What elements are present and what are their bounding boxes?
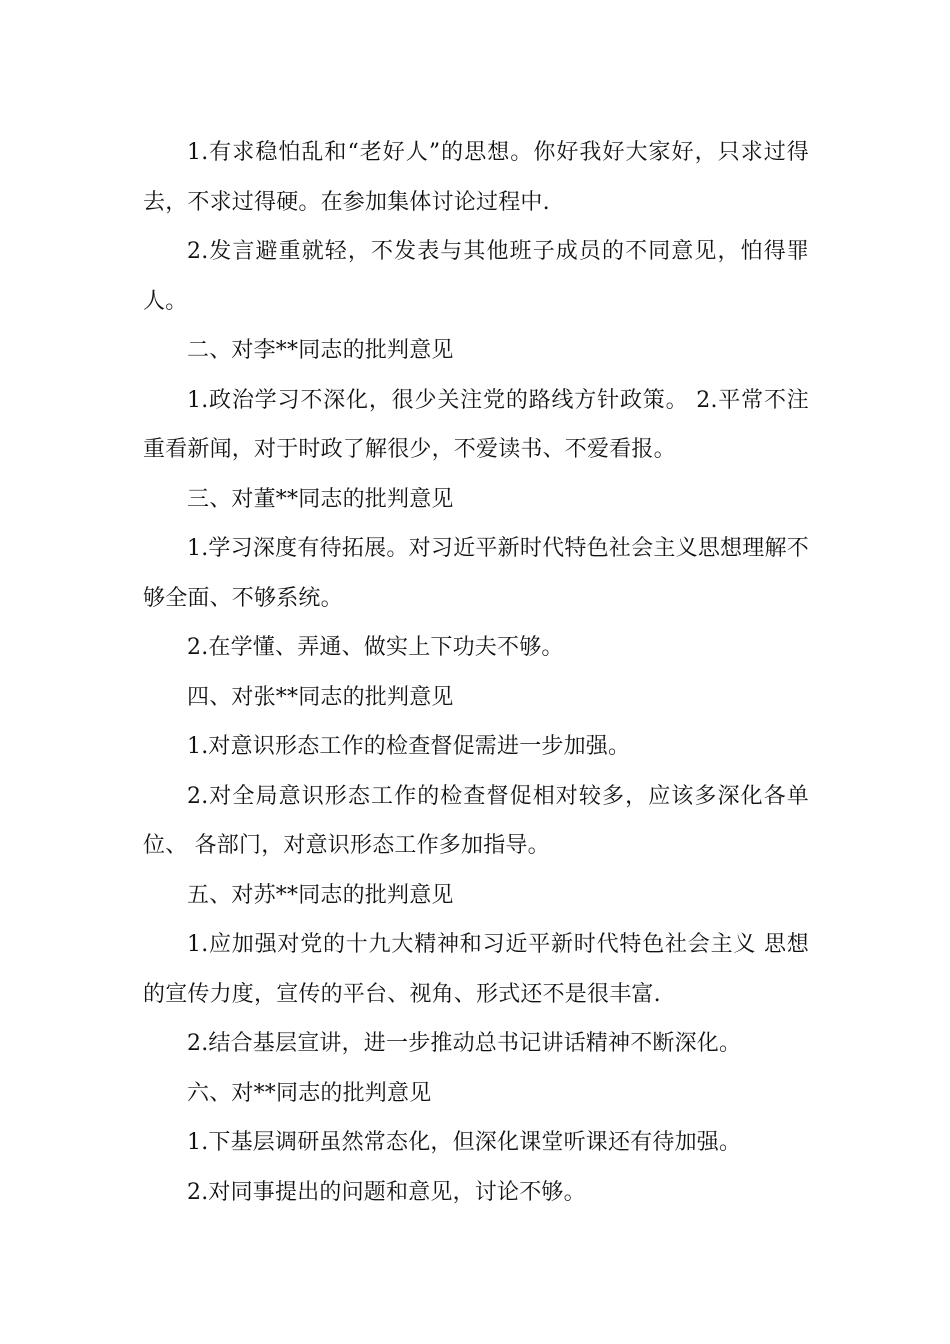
paragraph-7: 2.对全局意识形态工作的检查督促相对较多，应该多深化各单位、 各部门，对意识形态工作多加指导。 bbox=[143, 783, 809, 858]
section-heading-6: 六、对**同志的批判意见 bbox=[187, 1080, 432, 1106]
paragraph-5: 2.在学懂、弄通、做实上下功夫不够。 bbox=[187, 635, 564, 660]
section-heading-5: 五、对苏**同志的批判意见 bbox=[187, 882, 454, 908]
paragraph-9: 2.结合基层宣讲，进一步推动总书记讲话精神不断深化。 bbox=[187, 1031, 742, 1056]
paragraph-4: 1.学习深度有待拓展。对习近平新时代特色社会主义思想理解不够全面、不够系统。 bbox=[143, 536, 809, 611]
paragraph-2: 2.发言避重就轻，不发表与其他班子成员的不同意见，怕得罪人。 bbox=[143, 239, 809, 314]
document-body bbox=[143, 128, 809, 1217]
paragraph-10: 1.下基层调研虽然常态化，但深化课堂听课还有待加强。 bbox=[187, 1130, 742, 1155]
paragraph-8: 1.应加强对党的十九大精神和习近平新时代特色社会主义 思想的宣传力度，宣传的平台、视角、形式还不是很丰富. bbox=[143, 932, 809, 1007]
paragraph-11: 2.对同事提出的问题和意见，讨论不够。 bbox=[187, 1179, 586, 1205]
section-heading-4: 四、对张**同志的批判意见 bbox=[187, 684, 454, 710]
section-heading-2: 二、对李**同志的批判意见 bbox=[187, 338, 454, 363]
paragraph-6: 1.对意识形态工作的检查督促需进一步加强。 bbox=[187, 734, 631, 759]
paragraph-1: 1.有求稳怕乱和“老好人”的思想。你好我好大家好，只求过得去，不求过得硬。在参加集体讨论过程中. bbox=[143, 140, 809, 215]
section-heading-3: 三、对董**同志的批判意见 bbox=[187, 486, 454, 512]
paragraph-3: 1.政治学习不深化，很少关注党的路线方针政策。 2.平常不注重看新闻，对于时政了解很少，不爱读书、不爱看报。 bbox=[143, 387, 809, 462]
